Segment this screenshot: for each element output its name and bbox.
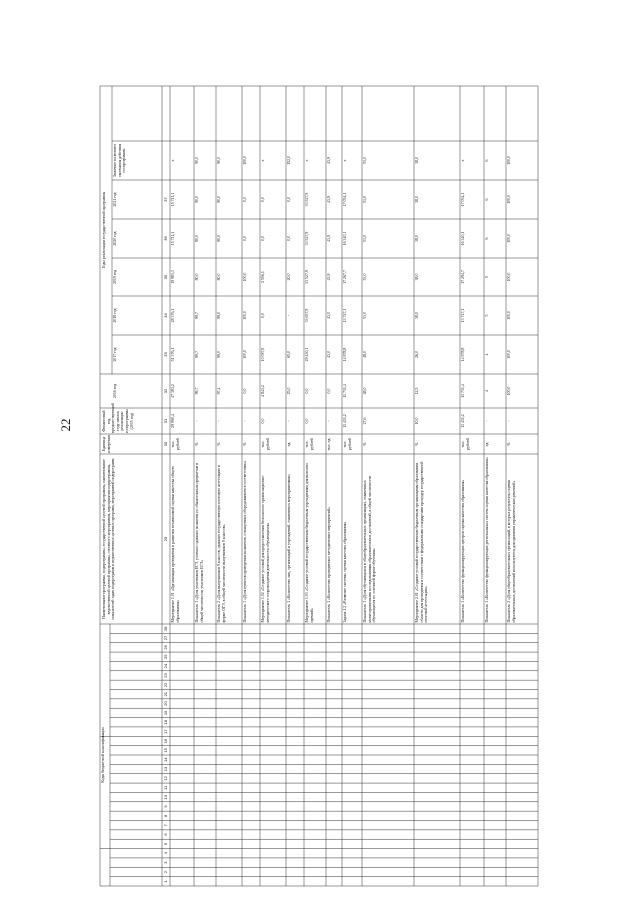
row-y2019: 5	[485, 276, 489, 278]
row-unit: тыс. рублей	[461, 438, 470, 450]
row-y2018: 13 747,1	[461, 308, 465, 323]
row-name: Показатель 1 «Доля участников ЕГЭ, успешно сдавших экзамены по обязательным предметам в общей численности участников ЕГЭ»	[195, 462, 204, 623]
row-base: -	[243, 420, 247, 422]
row-y2016: 25,0	[287, 387, 291, 395]
column-number: 28	[163, 626, 168, 631]
row-y2021: 90,0	[195, 196, 199, 203]
row-base: -	[287, 420, 291, 422]
row-y2017: 4	[485, 353, 489, 356]
column-number: 13	[163, 766, 168, 772]
row-y2020: 15 711,1	[171, 231, 175, 246]
row-y2021: 90,0	[217, 196, 221, 203]
row-y2018: 5	[485, 314, 489, 317]
row-base: 0,0	[261, 418, 265, 424]
row-y2017: 14 978,8	[343, 347, 347, 362]
row-name: Показатель 2 «Доля общеобразовательных организаций, в которых результаты оценки образовательных достижений используются для принятия управленческих решений»	[507, 479, 516, 623]
row-y2020: 38,0	[415, 235, 419, 242]
col-header-y2018: 2018 год	[113, 308, 117, 323]
row-y2018: 99,7	[195, 312, 199, 319]
row-y2019: 2 556,1	[261, 271, 265, 283]
row-final: х	[461, 159, 465, 162]
row-final: 43,9	[327, 157, 331, 164]
row-y2016: 0,0	[305, 388, 309, 394]
column-number: 25	[163, 654, 168, 659]
column-number: 35	[163, 274, 168, 280]
row-y2021: 33 527,9	[305, 192, 309, 207]
row-y2017: 48,0	[363, 351, 367, 358]
row-y2018: 0,0	[261, 313, 265, 318]
column-number: 18	[163, 720, 168, 725]
column-number: 32	[163, 388, 168, 394]
row-y2017: 29 430,1	[305, 347, 309, 362]
column-number: 30	[163, 441, 168, 447]
row-name: Мероприятие 2.01 «Создание условий государственным бюджетным организациям образования области для проведения в соответствии с федеральными стандартами процедур государственной итоговой аттестации»	[415, 461, 429, 623]
row-y2018: 99,0	[217, 312, 221, 319]
row-y2021: 6	[485, 198, 489, 201]
row-y2019: 19 983,3	[171, 270, 175, 284]
row-y2019: 20,0	[287, 273, 291, 281]
column-number: 6	[163, 833, 168, 836]
column-number: 12	[163, 776, 168, 781]
row-unit: тыс. рублей	[171, 438, 180, 450]
row-unit: ед.	[485, 441, 489, 447]
row-name: Показатель 1 «Доля обучающихся в общеобразовательных организациях, охваченных мониторинговыми исследованиями образовательных достижений, в общей численности обучающихся по основной форме обучения»	[363, 475, 377, 623]
row-base: -	[217, 420, 221, 422]
column-number: 7	[163, 824, 168, 827]
row-y2021: 0,0	[287, 197, 291, 202]
group-header-years: Годы реализации государственной программы	[102, 191, 106, 269]
row-base: 11 431,2	[461, 414, 465, 428]
row-y2016: 99,7	[195, 387, 199, 395]
row-y2019: 17 267,7	[343, 270, 347, 284]
row-y2018: 100,0	[243, 311, 247, 320]
row-y2017: 51 376,1	[171, 347, 175, 362]
row-base: -	[507, 420, 511, 422]
row-y2021: 17 054,1	[343, 192, 347, 207]
column-number: 4	[163, 852, 168, 855]
row-y2019: 100,0	[243, 272, 247, 282]
row-unit: %	[217, 442, 221, 446]
row-y2020: 0,0	[243, 236, 247, 241]
column-number: 17	[163, 729, 168, 734]
row-final: 53,0	[363, 157, 367, 164]
row-y2017: 100,0	[507, 350, 511, 359]
row-final: х	[305, 159, 309, 162]
row-unit: тыс. рублей	[305, 438, 314, 450]
row-y2016: 4 841,2	[261, 385, 265, 397]
row-base: 29 990,4	[171, 414, 175, 428]
row-final: 100,0	[243, 156, 247, 165]
column-number: 33	[163, 352, 168, 357]
column-number: 29	[163, 536, 168, 542]
column-number: 10	[163, 794, 168, 800]
row-final: 90,0	[217, 157, 221, 164]
column-number: 11	[163, 785, 168, 790]
row-unit: тыс. рублей	[343, 438, 352, 450]
row-y2017: 65,0	[287, 351, 291, 358]
table-text-layer	[100, 86, 621, 886]
column-number: 3	[163, 861, 168, 864]
row-unit: %	[195, 442, 199, 446]
row-y2019: 80,0	[217, 273, 221, 281]
row-y2021: 53,0	[363, 196, 367, 203]
row-base: 27,6	[363, 417, 367, 425]
row-unit: %	[363, 442, 367, 446]
row-unit: тыс. ед.	[327, 437, 331, 451]
row-y2016: 12,5	[415, 387, 419, 395]
row-y2016: 11 731,4	[343, 384, 347, 398]
row-y2017: 14 978,8	[461, 347, 465, 362]
row-y2017: 99,7	[195, 351, 199, 358]
row-name: Показатель 2 «Доля выпускников 9 классов, сдавших государственную итоговую аттестацию в форме ОГЭ, в общей численности выпускников 9 классов»	[217, 465, 226, 623]
row-y2018: 38,0	[415, 312, 419, 319]
column-number: 27	[163, 635, 168, 641]
row-y2016: 0,0	[243, 388, 247, 394]
column-number: 20	[163, 701, 168, 706]
column-number: 16	[163, 738, 168, 744]
column-number: 24	[163, 663, 168, 669]
col-header-y2021: 2021 год	[113, 192, 117, 207]
row-name: Показатель 1 «Количество проведенных методических мероприятий»	[327, 507, 331, 623]
row-unit: %	[415, 442, 419, 446]
row-name: Мероприятие 1.02 «Создание условий для предоставления бесплатного организационно-методического сопровождения деятельности обучающихся»	[261, 474, 270, 623]
row-y2018: 28 376,1	[171, 308, 175, 323]
column-number: 36	[163, 236, 168, 241]
row-y2020: 53,0	[363, 235, 367, 242]
row-y2020: 43,9	[327, 235, 331, 242]
row-final: х	[343, 159, 347, 162]
row-y2019: 33 527,9	[305, 270, 309, 284]
row-name: Показатель 1 «Количество лиц, организаций и учреждений, охваченных мероприятиями»	[287, 474, 291, 623]
row-y2021: 15 711,1	[171, 192, 175, 207]
row-base: 0,0	[305, 418, 309, 424]
row-y2019: 38,0	[415, 273, 419, 281]
row-y2019: 80,0	[195, 273, 199, 281]
row-y2016: 48,0	[363, 387, 367, 395]
row-base: -	[485, 420, 489, 422]
row-unit: ед.	[287, 441, 291, 447]
row-y2018: 43,0	[327, 312, 331, 319]
column-number: 15	[163, 748, 168, 753]
row-y2016: 0,0	[327, 388, 331, 394]
row-y2020: 16 340,1	[343, 231, 347, 246]
row-y2020: 0,0	[261, 236, 265, 241]
row-name: Мероприятие 1.01 «Организация проведения и развития независимой оценки качества общего образования»	[171, 465, 180, 623]
column-number: 9	[163, 805, 168, 808]
row-y2020: 100,0	[507, 234, 511, 243]
row-final: 100,0	[507, 156, 511, 165]
row-y2016: 4	[485, 390, 489, 392]
col-header-final: Значение на момент окончания действия госпрограммы	[113, 143, 127, 178]
row-y2018: 100,0	[507, 311, 511, 320]
row-y2020: 16 340,1	[461, 231, 465, 246]
column-number: 5	[163, 842, 168, 846]
row-y2021: 43,9	[327, 196, 331, 203]
col-header-name: Наименование программы, подпрограммы, государственной целевой программы, наименование ведомственной целевой программы, основного мероприятия, мероприятия подпрограммы, показателей задач подпрограмм и ведомственных целевых программ, мероприятий подпрограмм	[102, 458, 116, 620]
row-name: Показатель 3 «Доля пунктов проведения экзаменов, оснащенных оборудованием в соответствии»	[243, 460, 247, 623]
row-y2016: 97,4	[217, 387, 221, 395]
row-y2017: 100,0	[243, 350, 247, 359]
column-number: 31	[163, 418, 168, 424]
row-y2020: 0,0	[287, 236, 291, 241]
row-y2021: 38,0	[415, 196, 419, 203]
row-y2017: 99,0	[217, 351, 221, 358]
row-y2017: 26,0	[415, 351, 419, 358]
row-y2018: 13 747,1	[343, 308, 347, 323]
row-y2019: 100,0	[507, 272, 511, 282]
column-number: 37	[163, 197, 168, 202]
column-number: 2	[163, 870, 168, 874]
row-y2020: 33 527,9	[305, 231, 309, 246]
column-number: 8	[163, 814, 168, 817]
row-name: Задача 1.2 «Развитие системы оценки качества образования»	[343, 521, 347, 623]
row-base: 10,0	[415, 417, 419, 425]
row-name: Показатель 1 «Количество функционирующих региональных систем оценки качества образования»	[485, 457, 489, 623]
row-y2018: 53,0	[363, 312, 367, 319]
col-header-y2019: 2019 год	[113, 269, 117, 285]
col-header-y2016: 2016 год	[113, 383, 117, 399]
row-base: -	[327, 420, 331, 422]
col-header-y2020: 2020 год	[113, 231, 117, 246]
row-final: х	[261, 159, 265, 162]
column-number: 1	[163, 880, 168, 883]
group-header-codes: Коды бюджетной классификации	[101, 727, 105, 783]
row-y2020: 90,0	[217, 235, 221, 242]
row-unit: %	[243, 442, 247, 446]
column-number: 22	[163, 682, 168, 688]
row-y2019: 17 294,7	[461, 270, 465, 284]
row-name: Показатель 1 «Количество функционирующих центров оценки качества образования»	[461, 479, 465, 623]
row-y2017: 43,0	[327, 351, 331, 358]
row-y2020: 80,0	[195, 235, 199, 242]
row-y2016: 47 383,2	[171, 384, 175, 398]
column-number: 23	[163, 673, 168, 678]
row-final: 6	[485, 159, 489, 162]
row-final: х	[171, 159, 175, 162]
column-number: 21	[163, 691, 168, 697]
row-y2021: 0,0	[261, 197, 265, 202]
col-header-unit: Единица измерения	[102, 435, 111, 453]
row-name: Мероприятие 1.03 «Создание условий государственным бюджетным учреждениям для выплаты премий»	[305, 463, 314, 623]
row-y2021: 100,0	[507, 195, 511, 204]
column-number: 19	[163, 710, 168, 716]
row-y2017: 10 097,8	[261, 347, 265, 362]
column-number: 14	[163, 757, 168, 762]
row-y2019: 53,0	[363, 273, 367, 281]
row-y2020: 6	[485, 237, 489, 240]
row-unit: тыс. рублей	[261, 438, 270, 450]
row-base: -	[195, 420, 199, 422]
page-number: 22	[58, 418, 73, 432]
program-table	[100, 86, 621, 886]
col-header-y2017: 2017 год	[113, 347, 117, 362]
row-y2019: 43,9	[327, 273, 331, 281]
col-header-base: Финансовый год, предшествующий году начала реализации госпрограммы (2015 год)	[102, 403, 134, 433]
column-number: 26	[163, 645, 168, 650]
row-y2021: 17 054,1	[461, 192, 465, 207]
row-y2018: 33 657,9	[305, 308, 309, 323]
row-unit: %	[507, 442, 511, 446]
column-number: 34	[163, 313, 168, 318]
row-final: 152,0	[287, 156, 291, 165]
row-y2016: 11 731,4	[461, 384, 465, 398]
row-y2018: -	[287, 314, 291, 317]
row-y2016: 100,0	[507, 386, 511, 396]
row-y2021: 0,0	[243, 197, 247, 202]
row-base: 11 431,2	[343, 414, 347, 428]
row-final: 38,0	[415, 157, 419, 164]
row-final: 90,0	[195, 157, 199, 164]
